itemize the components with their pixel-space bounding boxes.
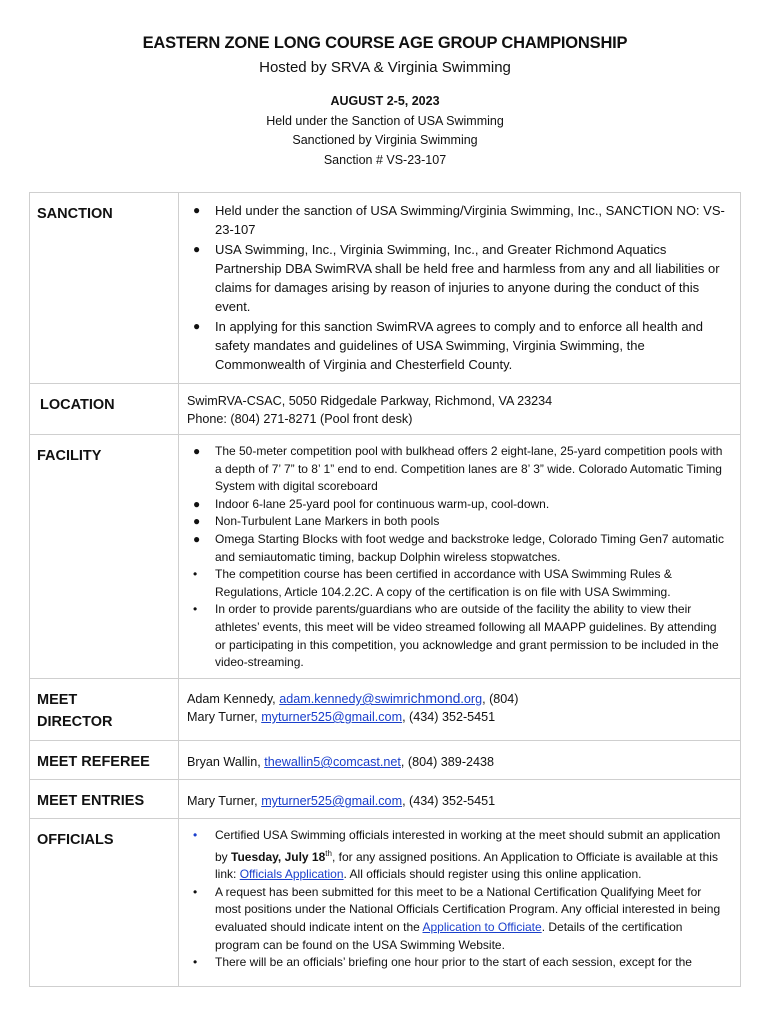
officials-application-link[interactable]: Officials Application (239, 867, 344, 882)
sanction-line-1: Held under the Sanction of USA Swimming (266, 113, 504, 128)
row-sanction (30, 193, 741, 384)
location-phone: Phone: (804) 271-8271 (Pool front desk) (187, 412, 413, 426)
row-meet-director (30, 679, 741, 741)
content-meet-referee: Bryan Wallin, thewallin5@comcast.net, (804) 389-2438 (179, 741, 741, 780)
list-item: • The competition course has been certified in accordance with USA Swimming Rules & Regulations, Article 104.2.2C. A copy of the certification is on file with USA Swimming. (193, 567, 672, 599)
label-sanction: SANCTION (30, 193, 179, 384)
list-item: ● Omega Starting Blocks with foot wedge and backstroke ledge, Colorado Timing Gen7 automatic and semiautomatic timing, backup Dolphin wireless stopwatches. (193, 531, 724, 564)
label-meet-referee: MEET REFEREE (30, 741, 179, 780)
list-item: • Certified USA Swimming officials interested in working at the meet should submit an application by Tuesday, July 18th, for any assigned positions. An Application to Officiate is available at this link: Officials Application. All officials should register using this online application. (193, 828, 721, 882)
content-meet-entries: Mary Turner, myturner525@gmail.com, (434) 352-5451 (179, 780, 741, 819)
row-location (30, 384, 741, 435)
referee-email-link[interactable]: thewallin5@comcast.net (264, 755, 401, 769)
label-meet-director: MEET DIRECTOR (30, 679, 179, 741)
list-item: ● Indoor 6-lane 25-yard pool for continuous warm-up, cool-down. (193, 496, 550, 511)
content-meet-director (179, 679, 741, 741)
list-item: • In order to provide parents/guardians who are outside of the facility the ability to view their athletes’ events, this meet will be video streamed following all MAAPP guidelines. By attending or participating in this competition, you acknowledge and grant permission to be included in the video-streaming. (193, 602, 719, 670)
list-item: ● Non-Turbulent Lane Markers in both pools (193, 514, 440, 529)
row-facility (30, 435, 741, 679)
page-title: EASTERN ZONE LONG COURSE AGE GROUP CHAMPIONSHIP (142, 34, 628, 52)
list-item: ● In applying for this sanction SwimRVA agrees to comply and to enforce all health and safety mandates and guidelines of USA Swimming, Virginia Swimming, the Commonwealth of Virginia and Chesterfield County. (193, 318, 704, 373)
list-item: • A request has been submitted for this meet to be a National Certification Qualifying Meet for most positions under the National Officials Certification Program. Any official interested in being evaluated should indicate intent on the Application to Officiate. Details of the certification program can be found on the USA Swimming Website. (193, 884, 721, 952)
director-line-1: Adam Kennedy, adam.kennedy@swimrichmond.org, (804) (187, 690, 519, 706)
content-location (179, 384, 741, 435)
page-subtitle: Hosted by SRVA & Virginia Swimming (259, 59, 511, 76)
label-facility: FACILITY (30, 435, 179, 679)
label-location: LOCATION (30, 384, 179, 435)
content-sanction (179, 193, 741, 384)
application-to-officiate-link[interactable]: Application to Officiate (422, 919, 542, 934)
document-header (0, 30, 770, 170)
label-meet-entries: MEET ENTRIES (30, 780, 179, 819)
sanction-line-2: Sanctioned by Virginia Swimming (292, 133, 478, 147)
row-meet-referee (30, 741, 741, 780)
meet-meta (0, 92, 770, 170)
list-item: ● The 50-meter competition pool with bulkhead offers 2 eight-lane, 25-yard competition pools with a depth of 7’ 7” to 8’ 1” end to end. Competition lanes are 8’ 3” wide. Colorado Automatic Timing System with digital scoreboard (193, 444, 723, 494)
sanction-number: Sanction # VS-23-107 (323, 152, 447, 167)
meet-dates: AUGUST 2-5, 2023 (330, 94, 440, 108)
entries-email-link[interactable]: myturner525@gmail.com (261, 794, 403, 808)
director2-email-link[interactable]: myturner525@gmail.com (261, 710, 403, 724)
director-email-link[interactable]: adam.kennedy@swimrichmond.org (279, 690, 483, 706)
row-officials (30, 819, 741, 987)
list-item: ● Held under the sanction of USA Swimming/Virginia Swimming, Inc., SANCTION NO: VS-23-107 (193, 203, 725, 238)
content-officials (179, 819, 741, 987)
list-item: • There will be an officials’ briefing one hour prior to the start of each session, except for the (193, 955, 692, 970)
director-line-2: Mary Turner, myturner525@gmail.com, (434) 352-5451 (187, 710, 496, 724)
row-meet-entries (30, 780, 741, 819)
meet-info-table (29, 192, 741, 987)
list-item: ● USA Swimming, Inc., Virginia Swimming, Inc., and Greater Richmond Aquatics Partnership DBA SwimRVA shall be held free and harmless from any and all liabilities or claims for damages arising by reason of injuries to anyone during the conduct of this event. (193, 241, 720, 315)
label-officials: OFFICIALS (30, 819, 179, 987)
content-facility (179, 435, 741, 679)
location-address: SwimRVA-CSAC, 5050 Ridgedale Parkway, Richmond, VA 23234 (187, 394, 553, 408)
